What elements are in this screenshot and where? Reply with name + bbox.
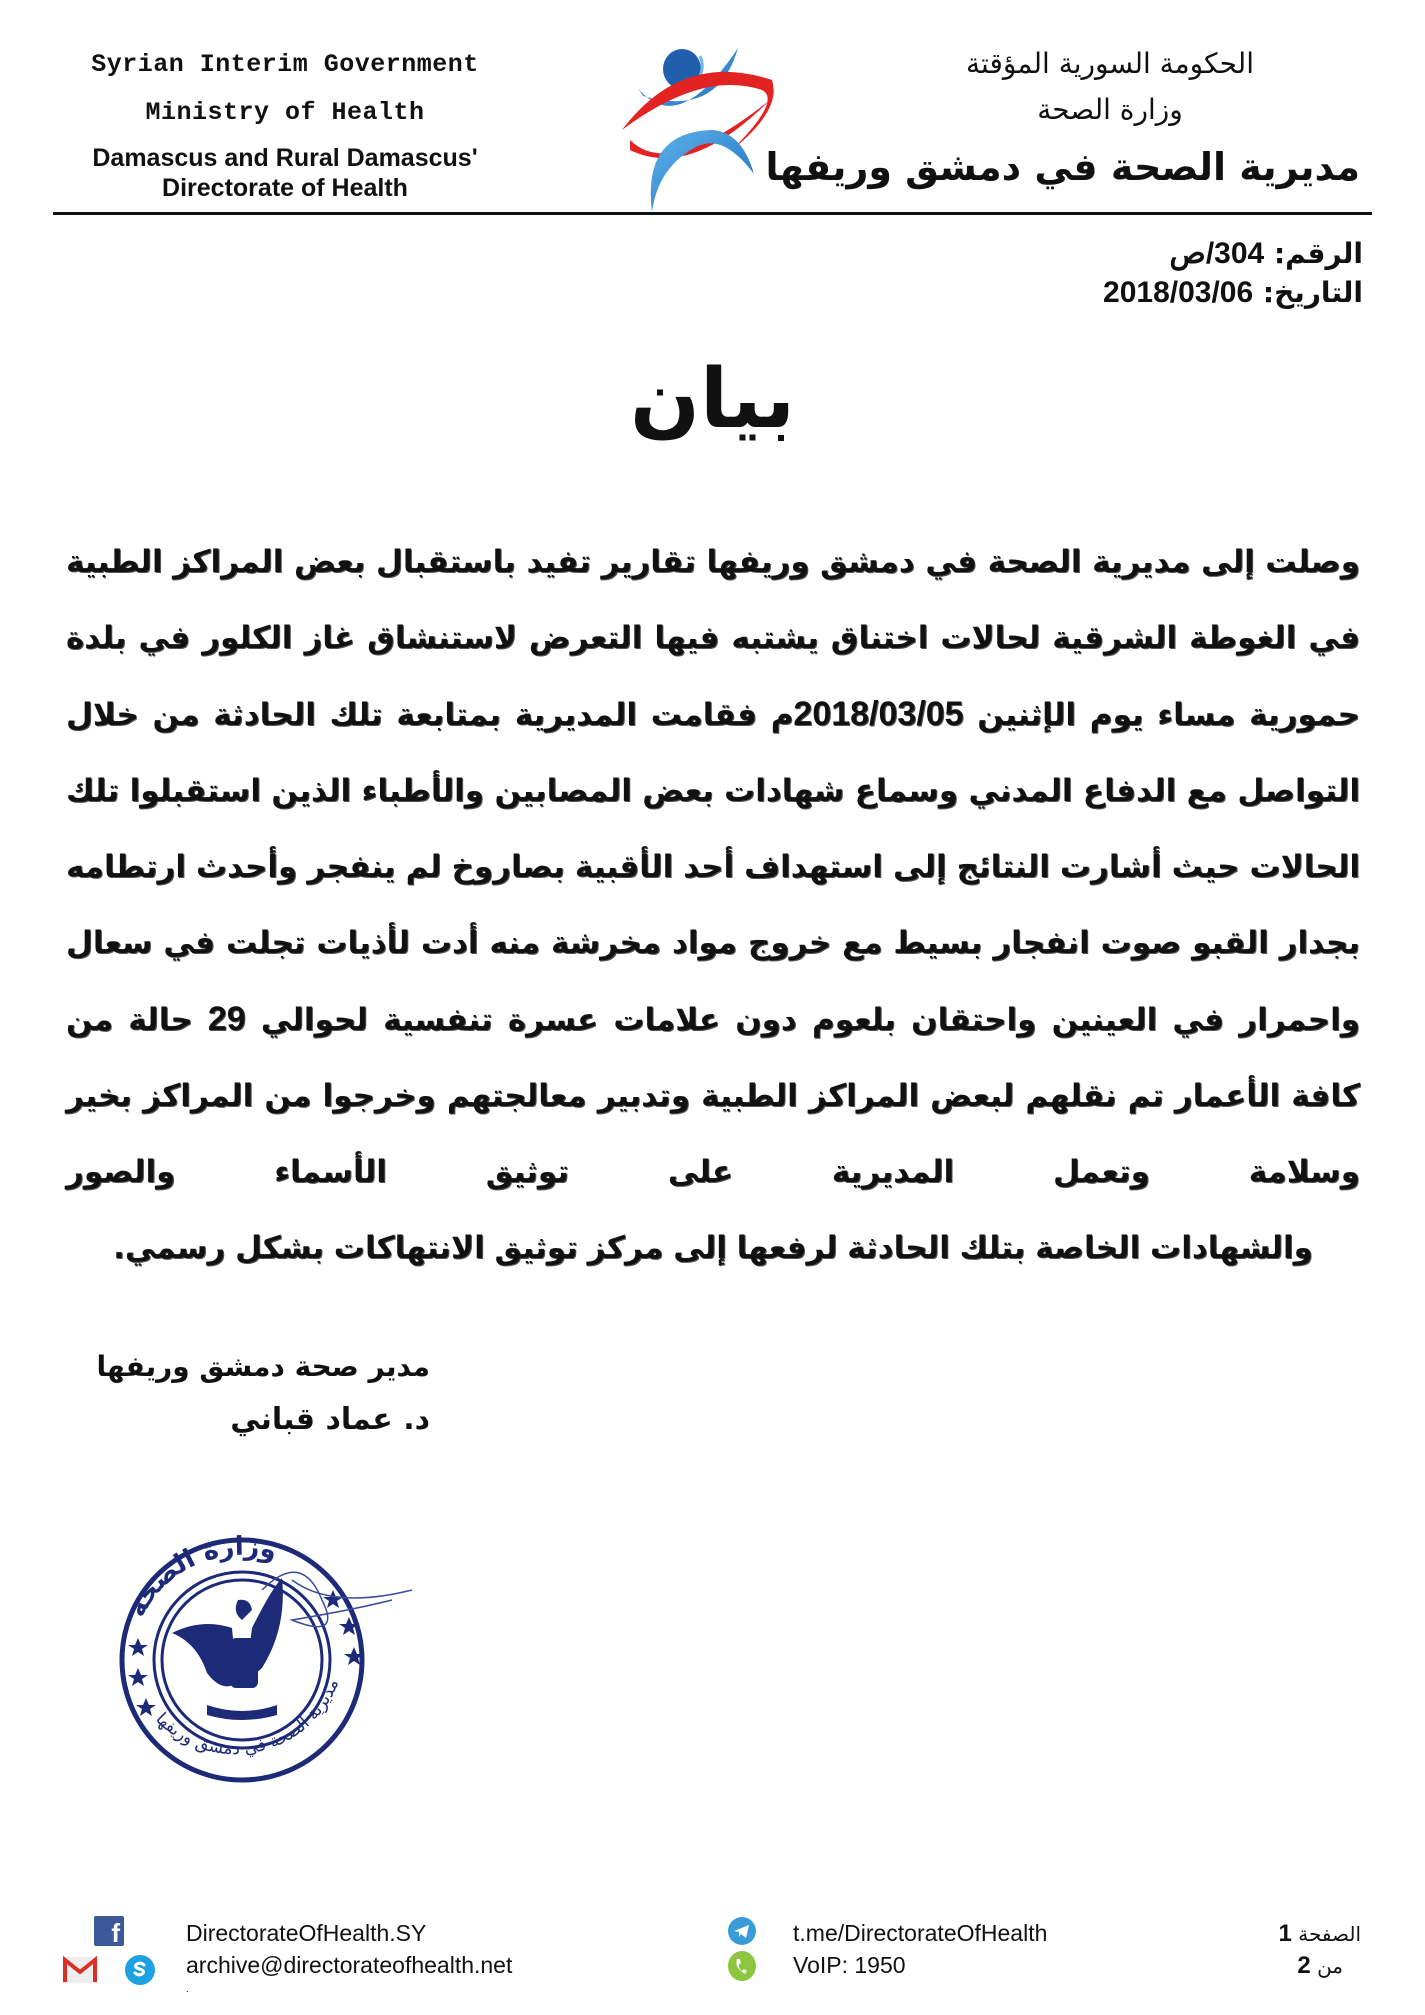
header-arabic-ministry: وزارة الصحة [1037, 93, 1183, 126]
logo-body [651, 130, 754, 212]
page-indicator-row [1231, 1918, 1361, 1950]
body-text-part1: وصلت إلى مديرية الصحة في دمشق وريفها تقارير تفيد باستقبال بعض المراكز الطبية في الغوطة الشرقية لحالات اختناق يشتبه فيها التعرض لاستنشاق غاز الكلور في بلدة حمورية مساء يوم الإثنين [66, 544, 1360, 733]
voip-number: VoIP: 1950 [793, 1952, 906, 1978]
header-english-government-text: Syrian Interim Government [91, 50, 479, 79]
official-stamp-icon [92, 1520, 422, 1790]
header-english-directorate-line1: Damascus and Rural Damascus' [92, 144, 478, 172]
header-english-ministry-text: Ministry of Health [145, 98, 425, 127]
reference-number [1170, 236, 1363, 271]
page-label: الصفحة [1298, 1922, 1361, 1946]
body-text-part2: م فقامت المديرية بمتابعة تلك الحادثة من خلال التواصل مع الدفاع المدني وسماع شهادات بعض المصابين والأطباء الذين استقبلوا تلك الحالات حيث أشارت النتائج إلى استهداف أحد الأقبية بصاروخ لم ينفجر وأحدث ارتطامه بجدار القبو صوت انفجار بسيط مع خروج مواد مخرشة منه أدت لأذيات تجلت في سعال واحمرار في العينين واحتقان بلعوم دون علامات عسرة تنفسية لحوالي [66, 697, 1360, 1038]
stamp-top-text: وزارة الصحة [121, 1531, 280, 1622]
incident-date: 2018/03/05 [793, 695, 964, 733]
page-total: 2 [1297, 1952, 1311, 1979]
signatory-name: د. عماد قباني [230, 1402, 430, 1437]
header-arabic-directorate: مديرية الصحة في دمشق وريفها [765, 145, 1360, 189]
facebook-icon[interactable]: f [94, 1916, 124, 1946]
reference-number-value: 304/ص [1169, 237, 1265, 270]
reference-date [1103, 276, 1363, 310]
email-link[interactable]: archive@directorateofhealth.net [186, 1952, 513, 1978]
body-text-part3: حالة من كافة الأعمار تم نقلهم لبعض المراكز الطبية وتدبير معالجتهم وخرجوا من المراكز بخير وسلامة وتعمل المديرية على توثيق الأسماء والصور [66, 1002, 1360, 1190]
footer-dot: . [186, 1984, 189, 1995]
signatory-title: مدير صحة دمشق وريفها [96, 1350, 430, 1383]
page-indicator [1231, 1918, 1361, 1982]
reference-date-value: 2018/03/06 [1103, 276, 1254, 309]
header-english-directorate [40, 143, 530, 203]
statement-body-last-line: والشهادات الخاصة بتلك الحادثة لرفعها إلى مركز توثيق الانتهاكات بشكل رسمي. [113, 1230, 1313, 1266]
phone-icon[interactable] [727, 1950, 757, 1982]
header-english-ministry [40, 98, 530, 127]
statement-body [66, 524, 1360, 1286]
reference-date-label: التاريخ: [1262, 276, 1363, 309]
page-total-indicator [1231, 1950, 1361, 1982]
health-figure-logo-icon [612, 22, 782, 214]
case-count: 29 [207, 1000, 246, 1038]
document-title: بيان [629, 352, 796, 447]
header-arabic-government: الحكومة السورية المؤقتة [965, 47, 1254, 80]
page-of-label: من [1317, 1954, 1343, 1978]
page-number: 1 [1278, 1920, 1292, 1947]
header-divider [53, 212, 1372, 215]
header-english-directorate-line2: Directorate of Health [162, 174, 408, 202]
telegram-link[interactable]: t.me/DirectorateOfHealth [793, 1920, 1048, 1946]
telegram-icon[interactable] [727, 1916, 757, 1946]
statement-body-paragraph [66, 524, 1360, 1210]
skype-icon[interactable] [124, 1954, 156, 1986]
facebook-link[interactable]: DirectorateOfHealth.SY [186, 1920, 427, 1946]
gmail-icon[interactable] [62, 1956, 98, 1984]
reference-number-label: الرقم: [1273, 237, 1363, 270]
header-english-government [40, 50, 530, 79]
stamp-bottom-text: مديرية الصحة في دمشق وريفها [151, 1676, 344, 1760]
